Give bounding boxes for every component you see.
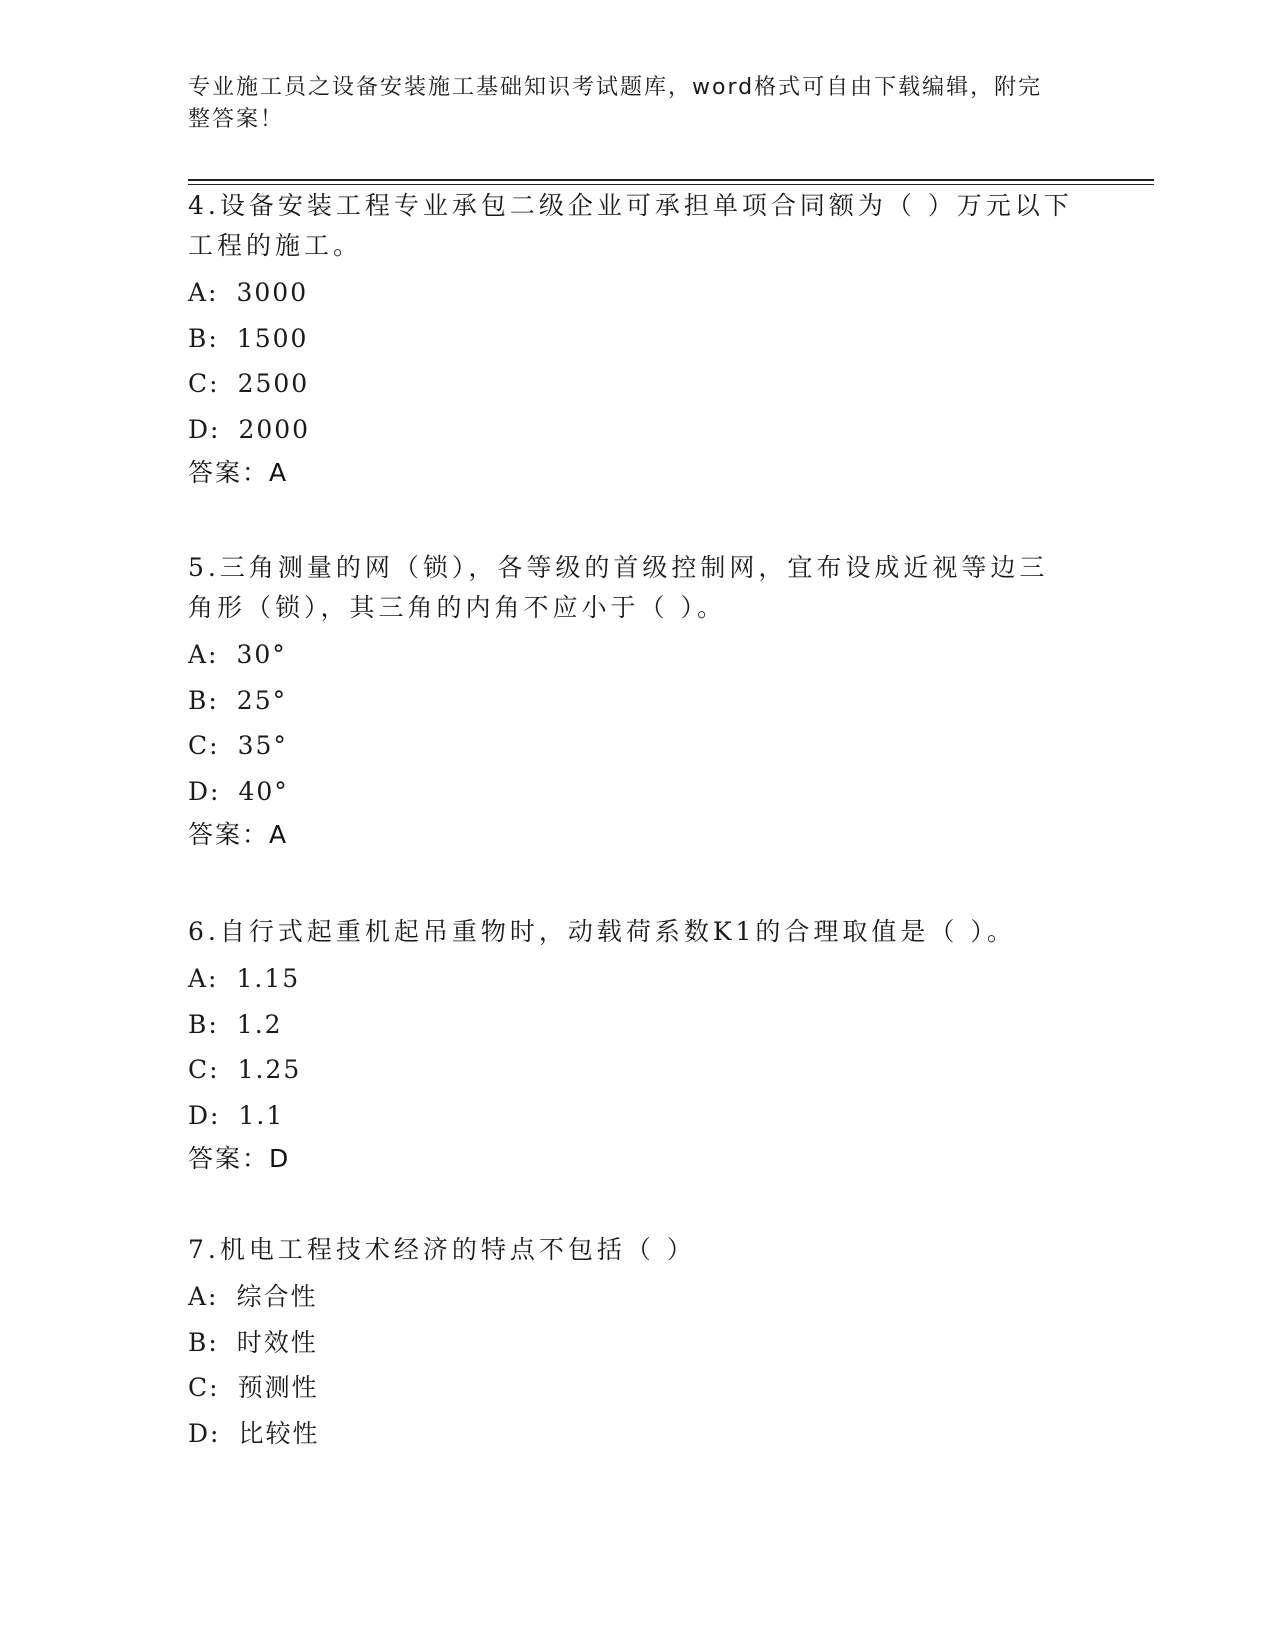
option-text: 1.15 xyxy=(236,964,301,993)
option-letter: A: xyxy=(188,1282,219,1311)
question-5 xyxy=(188,548,1088,856)
header-divider-thick xyxy=(188,179,1154,181)
answer-line: 答案：A xyxy=(188,458,289,487)
options-list xyxy=(188,956,1088,1138)
option-text: 预测性 xyxy=(237,1373,319,1402)
question-stem-line-2: 工程的施工。 xyxy=(188,231,363,260)
header-line-2: 整答案！ xyxy=(188,107,285,132)
option-letter: C: xyxy=(188,369,220,398)
option-d xyxy=(188,769,1088,815)
option-a xyxy=(188,632,1088,678)
options-list xyxy=(188,1274,1088,1456)
question-stem xyxy=(188,548,1088,628)
option-text: 1.2 xyxy=(236,1009,283,1039)
option-a xyxy=(188,956,1088,1002)
option-letter: B: xyxy=(188,1009,219,1039)
option-letter: B: xyxy=(188,1327,219,1357)
option-text: 1.25 xyxy=(237,1055,302,1084)
option-c xyxy=(188,361,1088,407)
option-text: 时效性 xyxy=(236,1327,318,1357)
question-stem xyxy=(188,1230,1088,1270)
option-d xyxy=(188,1093,1088,1139)
question-6 xyxy=(188,912,1088,1180)
option-text: 比较性 xyxy=(238,1418,320,1448)
question-stem xyxy=(188,912,1088,952)
option-text: 3000 xyxy=(236,278,309,307)
option-text: 40° xyxy=(238,776,289,806)
option-c xyxy=(188,723,1088,769)
option-b xyxy=(188,1002,1088,1048)
option-d xyxy=(188,1411,1088,1457)
option-letter: B: xyxy=(188,323,219,353)
option-letter: D: xyxy=(188,1418,221,1448)
option-b xyxy=(188,678,1088,724)
option-letter: C: xyxy=(188,1055,220,1084)
question-4 xyxy=(188,186,1088,494)
answer-line: 答案：D xyxy=(188,1144,291,1173)
question-stem-line-1: 5.三角测量的网（锁），各等级的首级控制网，宜布设成近视等边三 xyxy=(188,553,1049,582)
option-text: 25° xyxy=(236,685,288,715)
option-c xyxy=(188,1047,1088,1093)
option-d xyxy=(188,407,1088,453)
header-divider-thin xyxy=(188,184,1154,185)
option-letter: C: xyxy=(188,731,220,760)
option-letter: A: xyxy=(188,640,219,669)
option-a xyxy=(188,1274,1088,1320)
option-letter: B: xyxy=(188,685,219,715)
options-list xyxy=(188,632,1088,814)
answer-line: 答案：A xyxy=(188,820,289,849)
question-stem-line-1: 7.机电工程技术经济的特点不包括（ ） xyxy=(188,1235,696,1264)
option-text: 2500 xyxy=(237,369,310,398)
question-stem-line-2: 角形（锁），其三角的内角不应小于（ ）。 xyxy=(188,593,726,622)
option-text: 1500 xyxy=(236,323,309,353)
option-letter: A: xyxy=(188,964,219,993)
option-text: 1.1 xyxy=(238,1100,285,1130)
option-b xyxy=(188,316,1088,362)
question-stem-line-1: 6.自行式起重机起吊重物时，动载荷系数K1的合理取值是（ ）。 xyxy=(188,917,1016,946)
header-line-1: 专业施工员之设备安装施工基础知识考试题库，word格式可自由下载编辑，附完 xyxy=(188,75,1043,100)
option-text: 综合性 xyxy=(236,1282,318,1311)
option-letter: A: xyxy=(188,278,219,307)
option-letter: C: xyxy=(188,1373,220,1402)
document-header xyxy=(188,72,1068,136)
option-letter: D: xyxy=(188,414,221,444)
option-a xyxy=(188,270,1088,316)
option-letter: D: xyxy=(188,1100,221,1130)
option-text: 2000 xyxy=(238,414,311,444)
options-list xyxy=(188,270,1088,452)
option-b xyxy=(188,1320,1088,1366)
question-stem xyxy=(188,186,1088,266)
question-stem-line-1: 4.设备安装工程专业承包二级企业可承担单项合同额为（ ）万元以下 xyxy=(188,191,1073,220)
option-c xyxy=(188,1365,1088,1411)
option-text: 35° xyxy=(237,731,288,760)
question-7 xyxy=(188,1230,1088,1456)
option-letter: D: xyxy=(188,776,221,806)
option-text: 30° xyxy=(236,640,287,669)
